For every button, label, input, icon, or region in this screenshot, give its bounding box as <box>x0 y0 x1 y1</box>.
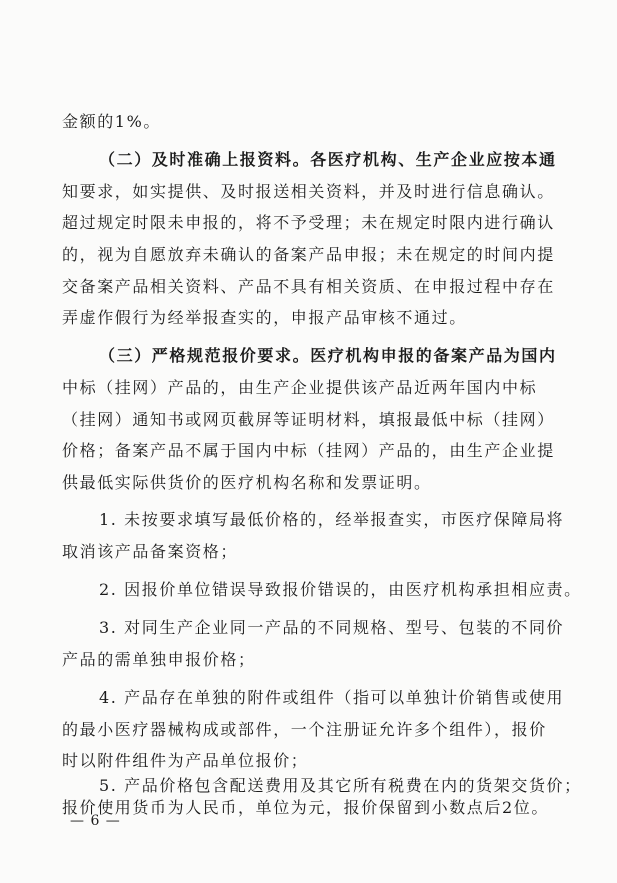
text-line-15: 2. 因报价单位错误导致报价错误的，由医疗机构承担相应责。 <box>99 580 582 599</box>
text-line-18: 4. 产品存在单独的附件或组件（指可以单独计价销售或使用 <box>99 688 565 707</box>
text-line-8: （三）严格规范报价要求。医疗机构申报的备案产品为国内 <box>99 346 557 365</box>
text-line-5: 的，视为自愿放弃未确认的备案产品申报；未在规定的时间内提 <box>62 245 555 264</box>
text-line-10: （挂网）通知书或网页截屏等证明材料，填报最低中标（挂网） <box>62 410 555 429</box>
text-line-12: 供最低实际供货价的医疗机构名称和发票证明。 <box>62 473 432 492</box>
text-line-11: 价格；备案产品不属于国内中标（挂网）产品的，由生产企业提 <box>62 441 555 460</box>
text-line-17: 产品的需单独申报价格； <box>62 650 256 669</box>
text-line-9: 中标（挂网）产品的，由生产企业提供该产品近两年国内中标 <box>62 378 538 397</box>
text-line-4: 超过规定时限未申报的，将不予受理；未在规定时限内进行确认 <box>62 213 555 232</box>
text-line-16: 3. 对同生产企业同一产品的不同规格、型号、包装的不同价 <box>99 618 565 637</box>
text-line-13: 1. 未按要求填写最低价格的，经举报查实，市医疗保障局将 <box>99 510 565 529</box>
text-line-7: 弄虚作假行为经举报查实的，申报产品审核不通过。 <box>62 308 467 327</box>
text-line-19: 的最小医疗器械构成或部件，一个注册证允许多个组件），报价 <box>62 720 547 739</box>
text-line-2: （二）及时准确上报资料。各医疗机构、生产企业应按本通 <box>99 150 557 169</box>
text-line-3: 知要求，如实提供、及时报送相关资料，并及时进行信息确认。 <box>62 182 555 201</box>
text-line-6: 交备案产品相关资料、产品不具有相关资质、在申报过程中存在 <box>62 277 555 296</box>
text-line-1: 金额的1%。 <box>62 112 161 131</box>
text-line-22: 报价使用货币为人民币，单位为元，报价保留到小数点后2位。 <box>62 798 549 817</box>
text-line-20: 时以附件组件为产品单位报价； <box>62 751 309 770</box>
page-number: — 6 — <box>70 813 121 829</box>
text-line-14: 取消该产品备案资格； <box>62 542 239 561</box>
text-line-21: 5. 产品价格包含配送费用及其它所有税费在内的货架交货价； <box>99 776 582 795</box>
